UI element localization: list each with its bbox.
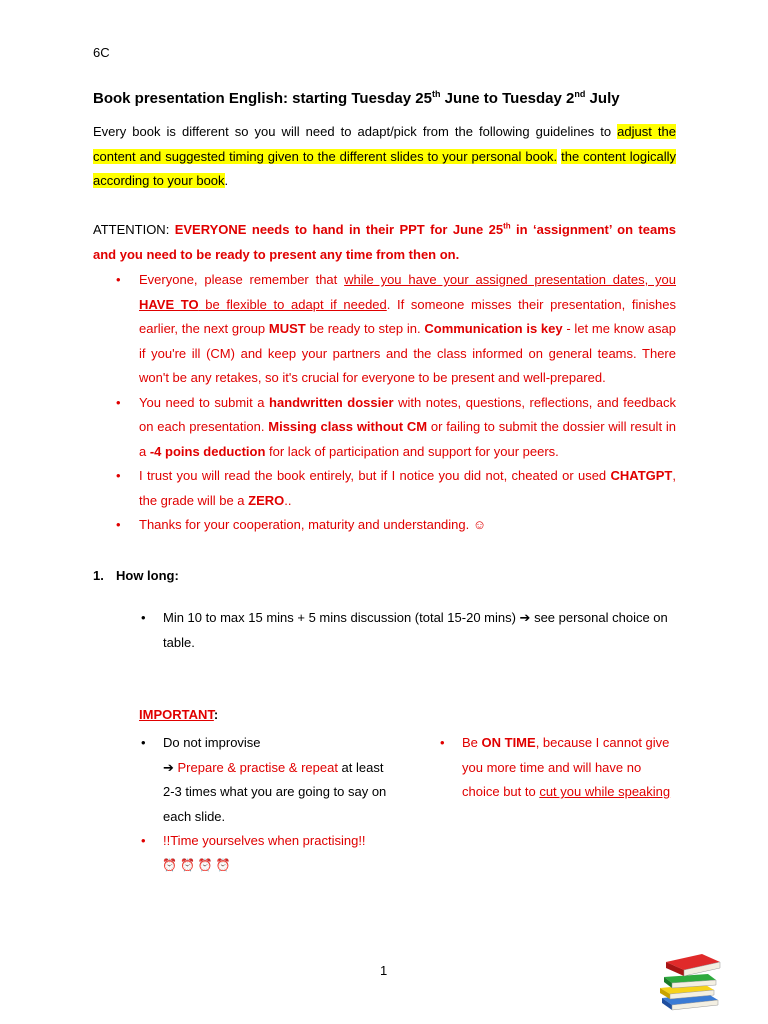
intro-paragraph: Every book is different so you will need to adapt/pick from the following guidelines to adjust the content and suggested timing given to the different slides to your personal book. the content logically according to your book. — [93, 124, 676, 188]
bullet-thanks: • Thanks for your cooperation, maturity and understanding. ☺ — [116, 513, 676, 538]
important-left-column — [139, 731, 389, 854]
list-item-time-yourselves: • !!Time yourselves when practising!! — [139, 829, 389, 854]
how-long-item: • Min 10 to max 15 mins + 5 mins discussion (total 15-20 mins) ➔ see personal choice on table. — [141, 606, 676, 655]
important-heading: IMPORTANT: — [139, 707, 219, 722]
bullet-dot: • — [141, 735, 146, 750]
highlight-adjust: adjust the content and suggested timing given to the different slides to your personal book. — [93, 124, 676, 164]
book-green — [664, 974, 716, 988]
class-code: 6C — [93, 45, 110, 60]
book-red — [666, 954, 720, 976]
bullet-reading: • I trust you will read the book entirely, but if I notice you did not, cheated or used CHATGPT, the grade will be a ZERO.. — [116, 464, 676, 513]
section-heading-how-long: 1. How long: — [93, 568, 179, 583]
attention-bullets — [116, 268, 676, 538]
bullet-dot: • — [116, 517, 121, 532]
bullet-dot: • — [141, 610, 146, 625]
important-right-column — [438, 731, 678, 805]
page-number: 1 — [380, 963, 388, 978]
highlight-content: the content logically according to your book — [93, 148, 676, 188]
stack-of-books-icon — [656, 948, 724, 1012]
document-title: Book presentation English: starting Tuesday 25th June to Tuesday 2nd July — [93, 89, 620, 107]
bullet-dot: • — [116, 468, 121, 483]
bullet-dot: • — [440, 735, 445, 750]
bullet-dossier: • You need to submit a handwritten dossier with notes, questions, reflections, and feedback on each presentation. Missing class without CM or failing to submit the dossier will result in a -4 poins deduction for lack of participation and support for your peers. — [116, 391, 676, 465]
attention-paragraph: ATTENTION: EVERYONE needs to hand in their PPT for June 25th in ‘assignment’ on teams and you need to be ready to present any time from then on. — [93, 221, 676, 262]
alarm-clock-icons: ⏰⏰⏰⏰ — [162, 858, 234, 872]
list-item-on-time: • Be ON TIME, because I cannot give you more time and will have no choice but to cut you while speaking — [438, 731, 678, 805]
list-item-improvise: • Do not improvise ➔ Prepare & practise & repeat at least 2-3 times what you are going to say on each slide. — [139, 731, 389, 829]
bullet-dot: • — [116, 272, 121, 287]
bullet-dot: • — [141, 833, 146, 848]
bullet-flexibility: • Everyone, please remember that while you have your assigned presentation dates, you HAVE TO be flexible to adapt if needed. If someone misses their presentation, finishes earlier, the next group MUST be ready to step in. Communication is key - let me know asap if you're ill (CM) and keep your partners and the class informed on general teams. There won't be any retakes, so it's crucial for everyone to be present and well-prepared. — [116, 268, 676, 391]
bullet-dot: • — [116, 394, 121, 410]
